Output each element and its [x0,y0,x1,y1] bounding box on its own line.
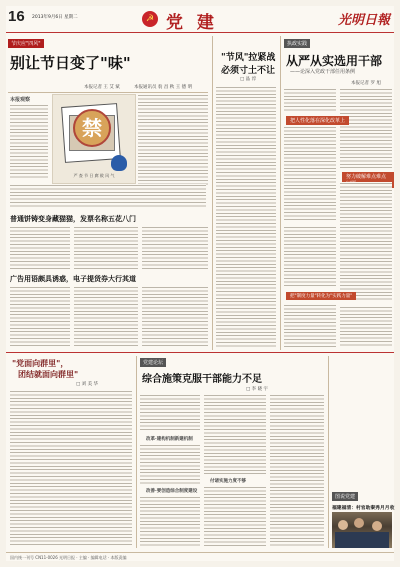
bottom-sub-2: 改善·要创造综合制度建设 [146,489,198,494]
page-footer: 国内统一刊号 CN11-0026 光明日报 · 主编 · 编辑电话 · 本版责编 [10,555,127,560]
side-byline: □ 晶 淳 [240,77,257,82]
sub-article-2-title: 广告用语颇具诱惑，电子提货券大行其道 [10,275,136,283]
party-emblem-icon: ☭ [142,11,158,27]
cartoon-illustration [52,94,136,184]
right-box-2-title: 努力破解难点难点 [342,172,394,188]
bottom-center-byline: □ 李 晓 宇 [246,387,269,392]
main-article-title: 别让节日变了"味" [10,54,131,72]
main-byline-1: 本报记者 王 艾 斌 [84,85,120,90]
cartoon-caption: 严 查 节 日 腐 败 风 气 [73,173,115,178]
main-byline-2: 本报通讯员 翁 昌 秋 王 德 明 [134,85,193,90]
side-title-1: "节风"拉紧战 [221,53,276,63]
ban-stamp: 禁 [73,109,111,147]
right-box-1-title: 把人性化落在深化改革上 [286,116,349,125]
column-tag: 节庆应"四风" [8,39,44,48]
issue-date: 2013年9月6日 星期二 [32,15,78,20]
section-title: 党 建 [166,13,218,33]
page-header [6,6,394,33]
photo-tag: 图说党建 [332,492,358,501]
right-column-tag: 执政实践 [284,39,310,48]
bottom-left-title-1: "党面向群里"， [12,358,69,368]
sub-article-1-title: 普通饼铸变身藏猫猫，发票名称五花八门 [10,215,136,223]
side-title-2: 必须寸土不让 [221,66,276,76]
photo-title: 福建福清：村官助秦秀月月收 [332,506,395,511]
newspaper-page [6,6,394,561]
bottom-left-title-2: 团结就面向群里" [18,369,79,379]
right-subtitle: ——论深入党政干部任用条例 [290,69,356,75]
bottom-left-byline: □ 刘 美 华 [76,382,99,387]
right-byline: 本报记者 罗 旭 [351,81,381,86]
bottom-center-tag: 党建论坛 [140,358,166,367]
newspaper-logo: 光明日報 [337,13,390,28]
page-number: 16 [8,8,25,25]
lead-title: 本报观察 [10,97,31,103]
right-box-3-title: 把"制度力量"转化为"实践力量" [286,292,356,300]
bottom-sub-3: 付诸实施力度不够 [210,479,246,484]
bottom-sub-1: 改革·建构机制新建机制 [146,437,193,442]
right-title: 从严从实选用干部 [286,54,383,68]
bottom-center-title: 综合施策克服干部能力不足 [142,374,262,385]
news-photo [332,512,392,548]
